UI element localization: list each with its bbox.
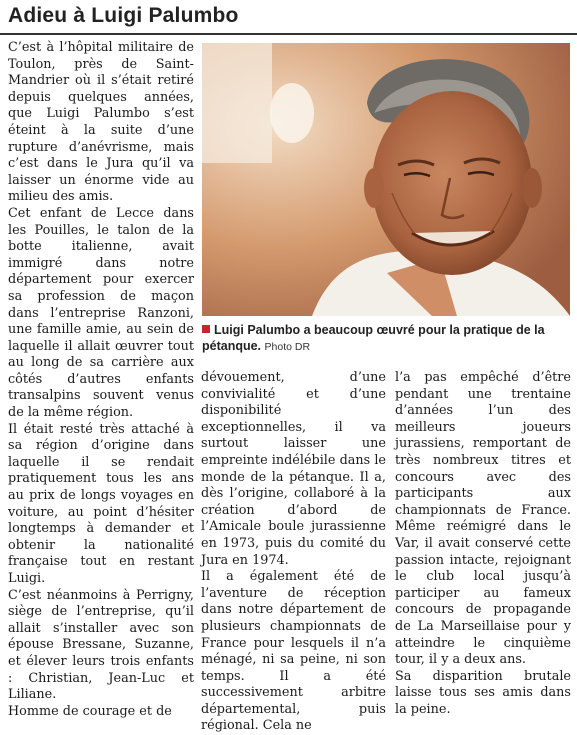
paragraph: Homme de courage et de: [8, 703, 172, 719]
headline-rule: [0, 33, 577, 35]
article-column-2: [201, 370, 386, 735]
caption-text: Luigi Palumbo a beaucoup œuvré pour la pratique de la pétanque.: [202, 323, 545, 353]
paragraph: dévouement, d’une convivialité et d’une disponibilité exceptionnelles, il va surtout laisser une empreinte indélébile dans le monde de la pétanque. Il a, dès l’origine, collaboré à la création d’abord de l’Amicale boule jurassienne en 1973, puis du comité du Jura en 1974.: [201, 370, 386, 568]
paragraph: Il a également été de l’aventure de réception dans notre département de plusieurs championnats de France pour lesquels il n’a ménagé, ni sa peine, ni son temps. Il a été successivement arbitre départemental, puis régional. Cela ne: [201, 569, 386, 734]
paragraph: C’est néanmoins à Perrigny, siège de l’entreprise, qu’il allait s’installer avec son épouse Bressane, Suzanne, et élever leurs trois enfants : Christian, Jean-Luc et Liliane.: [8, 587, 194, 703]
caption-bullet-icon: [202, 325, 210, 333]
paragraph: Cet enfant de Lecce dans les Pouilles, le talon de la botte italienne, avait immigré dans notre département pour exercer sa profession de maçon dans l’entreprise Ranzoni, une famille amie, au sein de laquelle il allait œuvrer tout au long de sa carrière aux côtés d’autres enfants transalpins souvent venus de la même région.: [8, 205, 194, 421]
article-column-1: [8, 40, 194, 720]
article-headline: Adieu à Luigi Palumbo: [8, 4, 239, 27]
photo-credit: Photo DR: [264, 341, 311, 353]
paragraph: Il était resté très attaché à sa région d’origine dans laquelle il se rendait pratiquement tous les ans au prix de longs voyages en voiture, au point d’hésiter longtemps à demander et obtenir la nationalité française tout en restant Luigi.: [8, 421, 194, 586]
article-column-3: [395, 370, 571, 718]
paragraph: C’est à l’hôpital militaire de Toulon, près de Saint-Mandrier où il s’était retiré depuis quelques années, que Luigi Palumbo s’est éteint à la suite d’une rupture d’anévrisme, mais c’est dans le Jura qu’il va laisser un énorme vide au milieu des amis.: [8, 40, 194, 205]
portrait-photo: [202, 43, 570, 316]
paragraph: l’a pas empêché d’être pendant une trentaine d’années l’un des meilleurs joueurs jurassiens, remportant de très nombreux titres et concours avec des participants aux championnats de France. Même reémigré dans le Var, il avait conservé cette passion intacte, rejoignant le club local jusqu’à participer au fameux concours de propagande de La Marseillaise pour y atteindre le cinquième tour, il y a deux ans.: [395, 370, 571, 668]
photo-caption: [202, 322, 570, 355]
paragraph: Sa disparition brutale laisse tous ses amis dans la peine.: [395, 668, 571, 717]
